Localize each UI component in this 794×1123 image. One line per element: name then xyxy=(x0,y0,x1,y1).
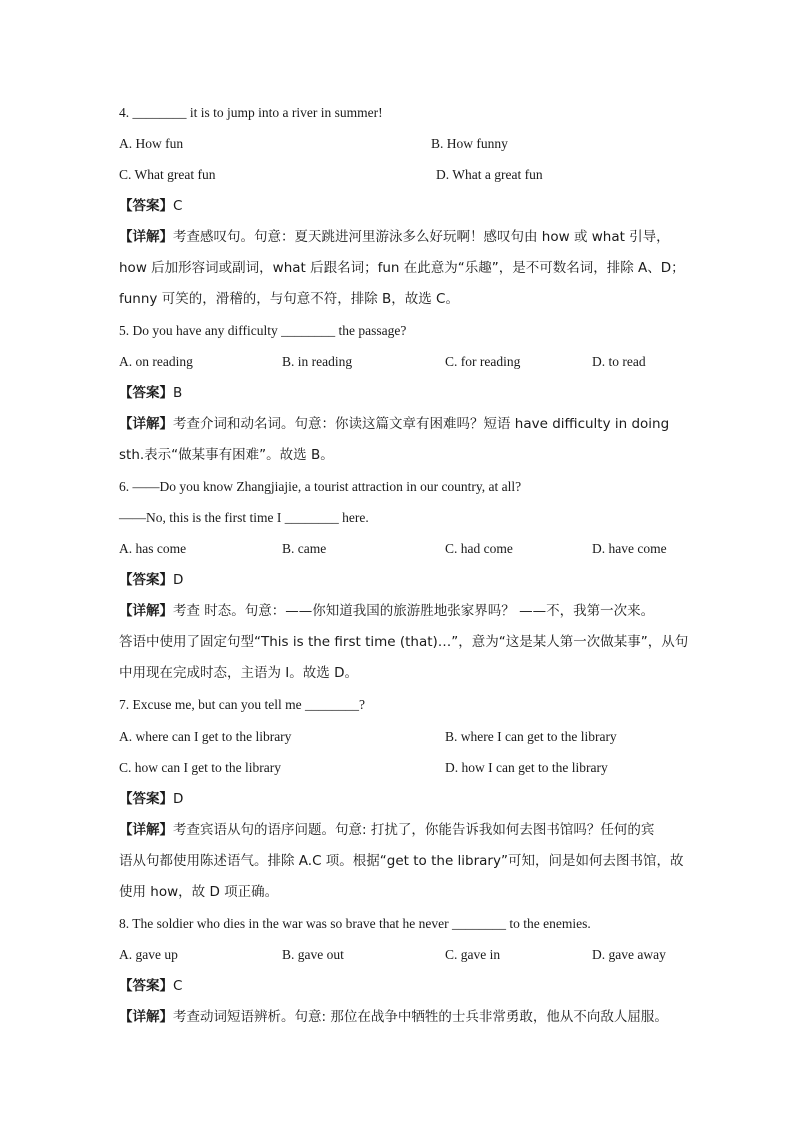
detail-tag: 【详解】 xyxy=(119,603,173,619)
question-8-stem: 8. The soldier who dies in the war was so brave that he never ________ to the enemies. xyxy=(119,916,591,931)
question-6-option-c: C. had come xyxy=(445,541,513,556)
detail-line: sth.表示“做某事有困难”。故选 B。 xyxy=(119,447,334,463)
question-8-answer xyxy=(119,977,182,995)
question-6-explanation xyxy=(119,596,689,689)
question-4-answer xyxy=(119,197,182,215)
question-7-option-c: C. how can I get to the library xyxy=(119,760,281,775)
question-4-stem: 4. ________ it is to jump into a river in summer! xyxy=(119,105,383,120)
detail-line: 考查动词短语辨析。句意: 那位在战争中牺牲的士兵非常勇敢，他从不向敌人屈服。 xyxy=(173,1009,668,1025)
detail-line: 答语中使用了固定句型“This is the first time (that)…”，意为“这是某人第一次做某事”，从句 xyxy=(119,634,689,650)
detail-line: 考查 时态。句意：——你知道我国的旅游胜地张家界吗？ ——不，我第一次来。 xyxy=(173,603,655,619)
question-8-option-c: C. gave in xyxy=(445,947,501,962)
answer-tag: 【答案】 xyxy=(119,791,173,807)
detail-line: how 后加形容词或副词，what 后跟名词；fun 在此意为“乐趣”，是不可数名词，排除 A、D； xyxy=(119,260,685,276)
detail-line: funny 可笑的，滑稽的，与句意不符，排除 B，故选 C。 xyxy=(119,291,459,307)
question-8-option-b: B. gave out xyxy=(282,947,344,962)
question-5-answer xyxy=(119,384,182,402)
question-8-option-d: D. gave away xyxy=(592,947,666,962)
question-7-option-a: A. where can I get to the library xyxy=(119,729,292,744)
question-6-option-b: B. came xyxy=(282,541,327,556)
question-6-option-d: D. have come xyxy=(592,541,667,556)
detail-tag: 【详解】 xyxy=(119,416,173,432)
detail-line: 考查宾语从句的语序问题。句意: 打扰了，你能告诉我如何去图书馆吗？任何的宾 xyxy=(173,822,655,838)
answer-value: D xyxy=(173,791,184,807)
question-7-option-d: D. how I can get to the library xyxy=(445,760,608,775)
answer-value: C xyxy=(173,198,183,214)
question-8-option-a: A. gave up xyxy=(119,947,178,962)
detail-tag: 【详解】 xyxy=(119,1009,173,1025)
answer-value: D xyxy=(173,572,184,588)
question-6-stem: 6. ——Do you know Zhangjiajie, a tourist attraction in our country, at all? xyxy=(119,479,522,494)
detail-line: 语从句都使用陈述语气。排除 A.C 项。根据“get to the library”可知，问是如何去图书馆，故 xyxy=(119,853,684,869)
question-5-stem: 5. Do you have any difficulty ________ the passage? xyxy=(119,323,407,338)
question-5-option-d: D. to read xyxy=(592,354,646,369)
question-5-option-c: C. for reading xyxy=(445,354,521,369)
question-7-option-b: B. where I can get to the library xyxy=(445,729,617,744)
detail-line: 使用 how，故 D 项正确。 xyxy=(119,884,279,900)
question-6-option-a: A. has come xyxy=(119,541,187,556)
detail-tag: 【详解】 xyxy=(119,822,173,838)
detail-line: 考查感叹句。句意：夏天跳进河里游泳多么好玩啊！感叹句由 how 或 what 引导， xyxy=(173,229,670,245)
question-4-explanation xyxy=(119,222,685,315)
question-4-option-b: B. How funny xyxy=(431,136,508,151)
question-6-answer xyxy=(119,571,183,589)
answer-value: B xyxy=(173,385,183,401)
question-5-option-a: A. on reading xyxy=(119,354,193,369)
answer-tag: 【答案】 xyxy=(119,198,173,214)
question-4-option-c: C. What great fun xyxy=(119,167,216,182)
question-4-option-a: A. How fun xyxy=(119,136,184,151)
answer-tag: 【答案】 xyxy=(119,978,173,994)
answer-value: C xyxy=(173,978,183,994)
question-8-explanation xyxy=(119,1002,679,1033)
question-7-answer xyxy=(119,790,183,808)
answer-tag: 【答案】 xyxy=(119,572,173,588)
question-6-reply: ——No, this is the first time I ________ here. xyxy=(119,510,369,525)
question-7-explanation xyxy=(119,815,684,908)
answer-tag: 【答案】 xyxy=(119,385,173,401)
question-5-option-b: B. in reading xyxy=(282,354,353,369)
question-5-explanation xyxy=(119,409,679,471)
detail-tag: 【详解】 xyxy=(119,229,173,245)
detail-line: 中用现在完成时态，主语为 I。故选 D。 xyxy=(119,665,358,681)
detail-line: 考查介词和动名词。句意：你读这篇文章有困难吗？短语 have difficulty in doing xyxy=(173,416,670,432)
question-7-stem: 7. Excuse me, but can you tell me ________? xyxy=(119,697,365,712)
question-4-option-d: D. What a great fun xyxy=(436,167,543,182)
